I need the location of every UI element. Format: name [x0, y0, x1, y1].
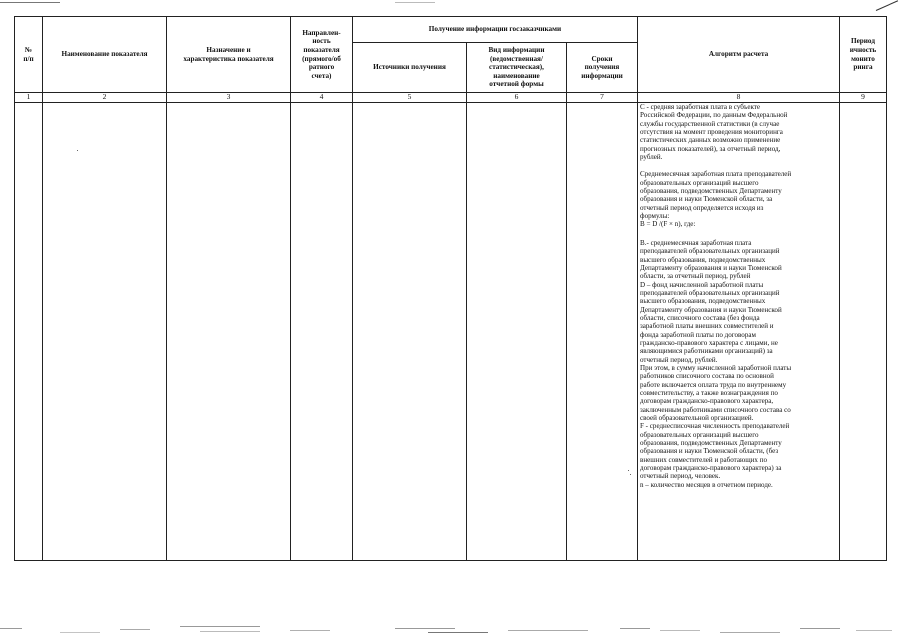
column-number-5: 5 [407, 92, 412, 101]
scan-artifact-bottom [60, 632, 100, 633]
scan-artifact-bottom [180, 626, 260, 627]
scan-artifact-bottom [720, 632, 780, 633]
algorithm-paragraph: В.- среднемесячная заработная плата преподавателей образовательных организаций высшего образования, подведомственных Департаменту образования и науки Тюменской области, за отчетный период, рублей D – фонд начисленной заработной платы преподавателей образовательных организаций высшего образования, подведомственных Департаменту образования и науки Тюменской области, списочного состава (без фонда заработной платы внешних совместителей и фонда заработной платы по договорам гражданско-правового характера с лицами, не являющимися работниками организаций) за отчетный период, рублей. При этом, в сумму начисленной заработной платы работников списочного состава по основной работе включается оплата труда по внутреннему совместительству, а также вознаграждения по договорам гражданско-правового характера, заключенным работниками списочного состава со своей образовательной организацией. F - среднесписочная численность преподавателей образовательных организаций высшего образования, подведомственных Департаменту образования и науки Тюменской области, (без внешних совместителей и работающих по договорам гражданско-правового характера) за отчетный период, человек. n – количество месяцев в отчетном периоде. [640, 238, 792, 489]
scan-artifact-bottom [620, 628, 650, 629]
header-indicator-name: Наименование показателя [61, 50, 148, 59]
algorithm-text-cell [640, 103, 838, 489]
scan-artifact-bottom [200, 631, 260, 632]
scan-speck [628, 470, 629, 471]
scan-artifact-bottom [290, 630, 330, 631]
column-number-2: 2 [102, 92, 107, 101]
column-number-8: 8 [736, 92, 741, 101]
header-number: № п/п [23, 45, 34, 63]
header-sources: Источники получения [373, 63, 446, 72]
scan-artifact-top-center [395, 2, 435, 3]
scan-artifact-top-right [876, 0, 898, 11]
algorithm-paragraph: Среднемесячная заработная плата преподавателей образовательных организаций высшего образования, подведомственных Департаменту образования и науки Тюменской области, за отчетный период определяется исходя из формулы: B = D /(F × n), где: [640, 170, 792, 229]
header-deadlines: Сроки получения информации [581, 54, 623, 80]
column-number-4: 4 [319, 92, 324, 101]
scan-artifact-bottom [428, 632, 488, 633]
scan-artifact-bottom [120, 629, 150, 630]
header-purpose: Назначение и характеристика показателя [183, 45, 274, 63]
scan-artifact-bottom [395, 628, 455, 629]
scan-artifact-bottom [856, 630, 892, 631]
header-direction: Направлен- ность показателя (прямого/об ратного счета) [302, 28, 341, 80]
scan-artifact-bottom [660, 630, 700, 631]
header-periodicity: Период ичность монито ринга [849, 37, 877, 72]
scan-artifact-bottom [800, 628, 840, 629]
table-right-border [886, 16, 887, 561]
scan-speck [77, 150, 78, 151]
column-number-6: 6 [514, 92, 519, 101]
column-number-3: 3 [226, 92, 231, 101]
scan-artifact-bottom [0, 628, 22, 629]
scan-artifact-bottom [508, 630, 588, 631]
col-divider-6 [566, 42, 567, 561]
header-info-type: Вид информации (ведомственная/ статистическая), наименование отчетной формы [488, 46, 545, 89]
column-number-7: 7 [600, 92, 604, 101]
column-number-1: 1 [26, 92, 31, 101]
scan-speck [630, 474, 631, 475]
table-bottom-border [14, 560, 886, 561]
algorithm-paragraph: С - средняя заработная плата в субъекте Российской Федерации, по данным Федеральной службы государственной статистики (в случае отсутствия на момент проведения мониторинга статистических данных возможно применение прогнозных показателей), за отчетный период, рублей. [640, 103, 788, 162]
header-info-group: Получение информации госзаказчиками [428, 25, 562, 34]
header-algorithm: Алгоритм расчета [708, 50, 769, 59]
col-divider-5 [466, 42, 467, 561]
column-number-9: 9 [861, 92, 865, 101]
scan-artifact-top-left [0, 2, 60, 3]
